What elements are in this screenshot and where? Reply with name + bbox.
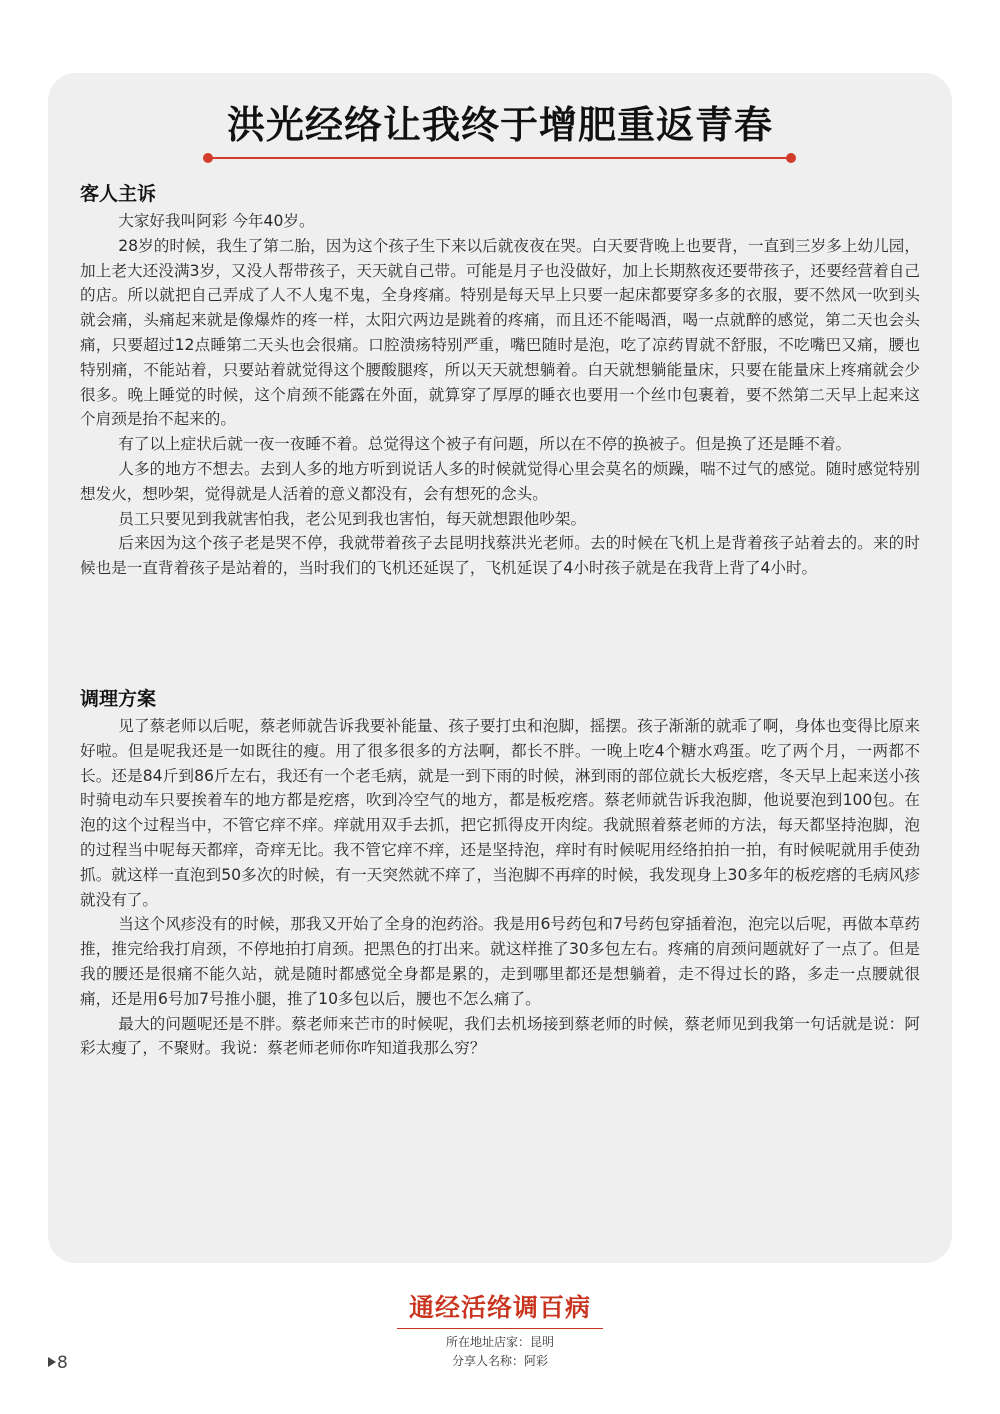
footer-slogan: 通经活络调百病 xyxy=(408,1293,591,1322)
section-complaint xyxy=(80,181,920,581)
page-number-value: 8 xyxy=(57,1353,68,1373)
title-underline-left-dot xyxy=(203,153,213,163)
page-title: 洪光经络让我终于增肥重返青春 xyxy=(226,103,773,147)
title-underline-right-dot xyxy=(786,153,796,163)
section-heading: 客人主诉 xyxy=(80,183,157,205)
section-treatment-plan xyxy=(80,686,920,1061)
play-arrow-icon xyxy=(48,1357,56,1367)
paragraph: 最大的问题呢还是不胖。蔡老师来芒市的时候呢，我们去机场接到蔡老师的时候，蔡老师见到我第一句话就是说：阿彩太瘦了，不聚财。我说：蔡老师老师你咋知道我那么穷？ xyxy=(80,1014,920,1058)
paragraph: 后来因为这个孩子老是哭不停，我就带着孩子去昆明找蔡洪光老师。去的时候在飞机上是背着孩子站着去的。来的时候也是一直背着孩子是站着的，当时我们的飞机还延误了，飞机延误了4小时孩子就是在我背上背了4小时。 xyxy=(80,534,920,578)
paragraph: 大家好我叫阿彩 今年40岁。 xyxy=(118,212,315,230)
footer-slogan-underline xyxy=(397,1328,603,1329)
page-number xyxy=(48,1352,68,1374)
section-heading: 调理方案 xyxy=(80,688,157,710)
paragraph: 当这个风疹没有的时候，那我又开始了全身的泡药浴。我是用6号药包和7号药包穿插着泡，泡完以后呢，再做本草药推，推完给我打肩颈，不停地拍打肩颈。把黑色的打出来。就这样推了30多包左右。疼痛的肩颈问题就好了一点了。但是我的腰还是很痛不能久站，就是随时都感觉全身都是累的，走到哪里都还是想躺着，走不得过长的路，多走一点腰就很痛，还是用6号加7号推小腿，推了10多包以后，腰也不怎么痛了。 xyxy=(80,915,920,1008)
paragraph: 人多的地方不想去。去到人多的地方听到说话人多的时候就觉得心里会莫名的烦躁，喘不过气的感觉。随时感觉特别想发火，想吵架，觉得就是人活着的意义都没有，会有想死的念头。 xyxy=(80,459,920,503)
paragraph: 有了以上症状后就一夜一夜睡不着。总觉得这个被子有问题，所以在不停的换被子。但是换了还是睡不着。 xyxy=(118,435,852,454)
paragraph: 员工只要见到我就害怕我，老公见到我也害怕，每天就想跟他吵架。 xyxy=(118,509,587,528)
title-underline xyxy=(209,157,791,159)
store-address: 所在地址店家：昆明 xyxy=(445,1335,554,1349)
paragraph: 28岁的时候，我生了第二胎，因为这个孩子生下来以后就夜夜在哭。白天要背晚上也要背，一直到三岁多上幼儿园，加上老大还没满3岁，又没人帮带孩子，天天就自己带。可能是月子也没做好，加上长期熬夜还要带孩子，还要经营着自己的店。所以就把自己弄成了人不人鬼不鬼，全身疼痛。特别是每天早上只要一起床都要穿多多的衣服，要不然风一吹到头就会痛，头痛起来就是像爆炸的疼一样，太阳穴两边是跳着的疼痛，而且还不能喝酒，喝一点就醉的感觉，第二天也会头痛，只要超过12点睡第二天头也会很痛。口腔溃疡特别严重，嘴巴随时是泡，吃了凉药胃就不舒服，不吃嘴巴又痛，腰也特别痛，不能站着，只要站着就觉得这个腰酸腿疼，所以天天就想躺着。白天就想躺能量床，只要在能量床上疼痛就会少很多。晚上睡觉的时候，这个肩颈不能露在外面，就算穿了厚厚的睡衣也要用一个丝巾包裹着，要不然第二天早上起来这个肩颈是抬不起来的。 xyxy=(80,236,920,429)
sharer-name: 分享人名称：阿彩 xyxy=(451,1354,548,1368)
paragraph: 见了蔡老师以后呢，蔡老师就告诉我要补能量、孩子要打虫和泡脚，摇摆。孩子渐渐的就乖了啊，身体也变得比原来好啦。但是呢我还是一如既往的瘦。用了很多很多的方法啊，都长不胖。一晚上吃4个糖水鸡蛋。吃了两个月，一两都不长。还是84斤到86斤左右，我还有一个老毛病，就是一到下雨的时候，淋到雨的部位就长大板疙瘩，冬天早上起来送小孩时骑电动车只要挨着车的地方都是疙瘩，吹到冷空气的地方，都是板疙瘩。蔡老师就告诉我泡脚，他说要泡到100包。在泡的这个过程当中，不管它痒不痒。痒就用双手去抓，把它抓得皮开肉绽。我就照着蔡老师的方法，每天都坚持泡脚，泡的过程当中呢每天都痒，奇痒无比。我不管它痒不痒，还是坚持泡，痒时有时候呢用经络拍拍一拍，有时候呢就用手使劲抓。就这样一直泡到50多次的时候，有一天突然就不痒了，当泡脚不再痒的时候，我发现身上30多年的板疙瘩的毛病风疹就没有了。 xyxy=(80,717,920,909)
